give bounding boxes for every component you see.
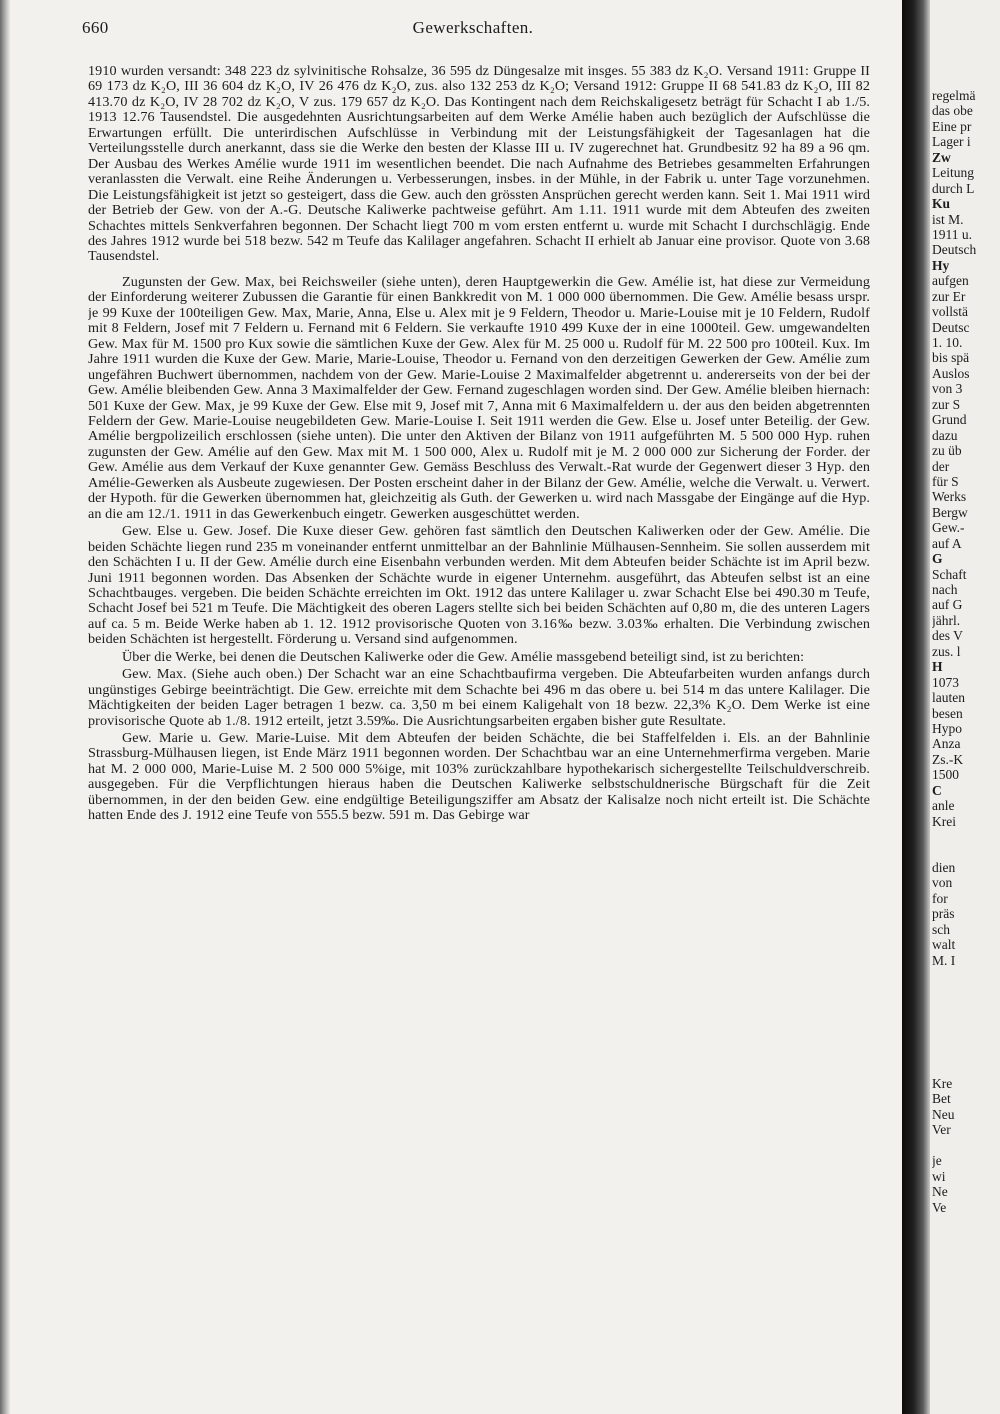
- adjacent-page-line: anle: [932, 798, 955, 814]
- adjacent-page-line: zu üb: [932, 443, 962, 459]
- adjacent-page-line: Grund: [932, 412, 967, 428]
- adjacent-page-line: [932, 1045, 1000, 1060]
- adjacent-page-line: Anza: [932, 736, 961, 752]
- adjacent-page-line: H: [932, 659, 943, 675]
- adjacent-page-line: [932, 968, 1000, 983]
- adjacent-page-line: auf G: [932, 597, 963, 613]
- adjacent-page-line: [932, 844, 1000, 859]
- adjacent-page-line: Hypo: [932, 720, 962, 736]
- paragraph-versand: 1910 wurden versandt: 348 223 dz sylvinitische Rohsalze, 36 595 dz Düngesalze mit insges. 55 383 dz K₂O. Versand 1911: Gruppe II 69 173 dz K₂O, III 36 604 dz K₂O, IV 26 476 dz K₂O, zus. also 132 253 dz K₂O; Versand 1912: Gruppe II 68 541.83 dz K₂O, III 82 413.70 dz K₂O, IV 28 702 dz K₂O, V zus. 179 657 dz K₂O. Das Kontingent nach dem Reichskaligesetz beträgt für Schacht I ab 1./5. 1913 12.76 Tausendstel. Die ausgedehnten Ausrichtungsarbeiten auf dem Werke Amélie haben auch bezüglich der Aufschlüsse die Erwartungen erfüllt. Die unterirdischen Aufschlüsse in Verbindung mit der Leistungsfähigkeit der Tagesanlagen hat die Verteilungsstelle durch anerkannt, dass sie die Werke den besten der Klasse III u. IV zugerechnet hat. Grundbesitz 92 ha 89 a 96 qm. Der Ausbau des Werkes Amélie wurde 1911 im wesentlichen beendet. Die nach Aufnahme des Betriebes gesammelten Erfahrungen veranlassten die Verwalt. eine Reihe Änderungen u. Verbesserungen, insbes. in der Mühle, in der Fabrik u. unter Tage vorzunehmen. Die Leistungsfähigkeit ist jetzt so gesteigert, dass die Gew. auch den grössten Ansprüchen gerecht werden kann. Seit 1. Mai 1911 wird der Betrieb der Gew. von der A.-G. Deutsche Kaliwerke pachtweise geführt. Am 1.11. 1911 wurde mit dem Abteufen des zweiten Schachtes mittels Senkverfahren begonnen. Der Schacht liegt 700 m vom ersten entfernt u. wurde mit Schacht I durchschlägig. Ende des Jahres 1912 wurde bei 518 bezw. 542 m Teufe das Kalilager angefahren. Schacht II erhielt ab Januar eine provisor. Quote von 3.68 Tausendstel.: [88, 64, 870, 265]
- adjacent-page-line: Schaft: [932, 566, 967, 582]
- adjacent-page-line: Neu: [932, 1106, 955, 1122]
- adjacent-page-fragment: [930, 0, 1000, 1414]
- adjacent-page-line: bis spä: [932, 350, 970, 366]
- left-page-edge: [0, 0, 10, 1414]
- adjacent-page-line: sch: [932, 921, 950, 937]
- adjacent-page-line: besen: [932, 705, 963, 721]
- adjacent-page-line: der: [932, 458, 950, 474]
- adjacent-page-line: 1073: [932, 674, 959, 690]
- adjacent-page-line: Zs.-K: [932, 751, 964, 767]
- adjacent-page-line: auf A: [932, 535, 962, 551]
- main-text-column: [88, 64, 870, 1394]
- adjacent-page-line: walt: [932, 937, 956, 953]
- adjacent-page-line: aufgen: [932, 273, 969, 289]
- adjacent-page-line: Eine pr: [932, 118, 972, 134]
- adjacent-page-line: Ne: [932, 1184, 948, 1200]
- adjacent-page-line: 1911 u.: [932, 226, 972, 242]
- adjacent-page-line: zur Er: [932, 288, 966, 304]
- adjacent-page-line: [932, 983, 1000, 998]
- adjacent-page-line: Lager i: [932, 134, 971, 150]
- page-number: 660: [82, 18, 109, 37]
- adjacent-page-line: Deutsch: [932, 242, 977, 258]
- adjacent-page-line: das obe: [932, 103, 973, 119]
- adjacent-page-line: wi: [932, 1168, 946, 1184]
- adjacent-page-line: nach: [932, 582, 958, 597]
- adjacent-page-line: von 3: [932, 381, 963, 397]
- paragraph-gew-max-zugunsten: Zugunsten der Gew. Max, bei Reichsweiler (siehe unten), deren Hauptgewerkin die Gew. Amélie ist, hat diese zur Vermeidung der Einforderung weiterer Zubussen die Garantie für einen Bankkredit von M. 1 000 000 übernommen. Die Gew. Amélie besass urspr. je 99 Kuxe der 100teiligen Gew. Max, Marie, Anna, Else u. Alex mit je 9 Feldern, Theodor u. Marie-Louise mit je 10 Feldern, Rudolf mit 8 Feldern, Josef mit 7 Feldern u. Fernand mit 6 Feldern. Sie verkaufte 1910 499 Kuxe der in eine 1000teil. Gew. umgewandelten Gew. Max für M. 1500 pro Kux sowie die sämtlichen Kuxe der Gew. Alex für M. 25 000 u. Rudolf für M. 22 500 pro 100teil. Kux. Im Jahre 1911 wurden die Kuxe der Gew. Marie, Marie-Louise, Theodor u. Fernand von den derzeitigen Gewerken der Gew. Amélie zum ungefähren Buchwert übernommen, nachdem von der Gew. Marie-Louise 2 Maximalfelder abgetrennt u. andererseits von der bei der Gew. Amélie bleibenden Gew. Anna 3 Maximalfelder der Gew. Fernand zugeschlagen worden sind. Der Gew. Amélie bleiben hiernach: 501 Kuxe der Gew. Max, je 99 Kuxe der Gew. Else mit 9, Josef mit 7, Anna mit 6 Maximalfeldern u. der aus den beiden abgetrennten Feldern der Gew. Marie-Louise neugebildeten Gew. Marie-Louise I. Seit 1911 werden die Gew. Else u. Josef unter Beteilig. der Gew. Amélie bergpolizeilich erschlossen (siehe unten). Die unter den Aktiven der Bilanz von 1911 aufgeführten M. 5 500 000 Hyp. ruhen zugunsten der Gew. Amélie auf den Gew. Max mit M. 1 500 000, Alex u. Rudolf mit je M. 2 000 000 zur Sicherung der Forder. der Gew. Amélie aus dem Verkauf der Kuxe genannter Gew. Gemäss Beschluss des Verwalt.-Rat wurde der Gegenwert dieser 3 Hyp. den Amélie-Gewerken als Ausbeute zugewiesen. Der Posten erscheint daher in der Bilanz der Gew. Amélie, welche die Verwalt. u. Verwert. der Hypoth. für die Gewerken übernommen hat, gleichzeitig als Guth. der Gewerken u. wird nach Massgabe der Eingänge auf die Hyp. an die am 12./1. 1911 in das Gewerkenbuch eingetr. Gewerken ausgeschüttet werden.: [88, 273, 870, 522]
- adjacent-page-line: Werks: [932, 489, 967, 505]
- adjacent-page-line: je: [932, 1153, 942, 1169]
- adjacent-page-line: 1. 10.: [932, 335, 963, 350]
- adjacent-page-line: Kre: [932, 1076, 953, 1091]
- adjacent-page-line: Krei: [932, 813, 956, 829]
- running-head: Gewerkschaften.: [412, 18, 534, 37]
- adjacent-page-line: Deutsc: [932, 319, 970, 335]
- paragraph-gew-else-josef: Gew. Else u. Gew. Josef. Die Kuxe dieser Gew. gehören fast sämtlich den Deutschen Kaliwerken oder der Gew. Amélie. Die beiden Schächte liegen rund 235 m voneinander entfernt unmittelbar an der Bahnlinie Mülhausen-Sennheim. Sie sollen ausserdem mit den Schächten I u. II der Gew. Amélie durch eine Eisenbahn verbunden werden. Mit dem Abteufen beider Schächte ist im April bezw. Juni 1911 begonnen worden. Das Absenken der Schächte wurde in eigener Unternehm. ausgeführt, das Abteufen selbst ist an eine Schachtbauges. vergeben. Die beiden Schächte erreichten im Okt. 1912 das untere Kalilager u. zwar Schacht Else bei 490.30 m Teufe, Schacht Josef bei 521 m Teufe. Die Mächtigkeit des oberen Lagers stellte sich bei beiden Schächten auf 0,80 m, die des unteren Lagers auf ca. 5 m. Beide Werke haben ab 1. 12. 1912 provisorische Quoten von 3.16‰ bezw. 3.03‰ erhalten. Die Verbindung zwischen beiden Schächten ist hergestellt. Förderung u. Versand sind aufgenommen.: [88, 523, 870, 648]
- adjacent-page-line: lauten: [932, 690, 965, 706]
- adjacent-page-line: for: [932, 890, 948, 906]
- adjacent-page-line: Hy: [932, 257, 950, 273]
- adjacent-page-line: ist M.: [932, 211, 964, 227]
- adjacent-page-line: Ve: [932, 1199, 947, 1215]
- adjacent-page-line: [932, 1014, 1000, 1029]
- adjacent-page-line: [932, 1138, 1000, 1153]
- page-header: [82, 18, 864, 40]
- adjacent-page-line: Bergw: [932, 504, 968, 520]
- adjacent-page-line: [932, 1030, 1000, 1045]
- adjacent-page-line: [932, 829, 1000, 844]
- adjacent-page-line: Ku: [932, 196, 951, 212]
- adjacent-page-line: 1500: [932, 767, 959, 783]
- adjacent-page-line: Auslos: [932, 365, 970, 381]
- adjacent-page-line: für S: [932, 473, 959, 489]
- adjacent-page-line: zur S: [932, 396, 961, 412]
- adjacent-page-line: C: [932, 782, 942, 798]
- adjacent-page-line: dazu: [932, 427, 958, 443]
- paragraph-ueber-die-werke: Über die Werke, bei denen die Deutschen Kaliwerke oder die Gew. Amélie massgebend beteiligt sind, ist zu berichten:: [121, 648, 805, 665]
- adjacent-page-line: Zw: [932, 149, 951, 165]
- adjacent-page-line: Leitung: [932, 165, 974, 181]
- adjacent-page-line: dien: [932, 859, 956, 875]
- paragraph-gew-max: Gew. Max. (Siehe auch oben.) Der Schacht war an eine Schachtbaufirma vergeben. Die Abteufarbeiten wurden anfangs durch ungünstiges Gebirge beeinträchtigt. Die Gew. erreichte mit dem Schachte bei 496 m das obere u. bei 514 m das untere Kalilager. Die Mächtigkeiten der beiden Lager betragen 1 bezw. ca. 3,50 m bei einem Kaligehalt von 18 bezw. 22,3% K₂O. Dem Werke ist eine provisorische Quote ab 1./8. 1912 erteilt, jetzt 3.59‰. Die Ausrichtungsarbeiten ergaben bisher gute Resultate.: [88, 666, 870, 729]
- adjacent-page-line: des V: [932, 628, 963, 644]
- adjacent-page-text: [932, 88, 1000, 1215]
- adjacent-page-line: Gew.-: [932, 520, 965, 536]
- adjacent-page-line: zus. l: [932, 643, 961, 659]
- paragraph-gew-marie: Gew. Marie u. Gew. Marie-Luise. Mit dem Abteufen der beiden Schächte, die bei Staffelfelden i. Els. an der Bahnlinie Strassburg-Mülhausen liegen, ist Ende März 1911 begonnen worden. Der Schachtbau war an eine Unternehmerfirma vergeben. Marie hat M. 2 000 000, Marie-Luise M. 2 500 000 5%ige, mit 103% zurückzahlbare hypothekarisch sichergestellte Teilschuldverschreib. ausgegeben. Für die Verpflichtungen hieraus haben die Deutschen Kaliwerke selbstschuldnerische Bürgschaft für die Zeit übernommen, in der den beiden Gew. eine endgültige Beteiligungsziffer am Absatz der Kalisalze noch nicht erteilt ist. Die Schächte hatten Ende des J. 1912 eine Teufe von 555.5 bezw. 591 m. Das Gebirge war: [88, 730, 870, 824]
- adjacent-page-line: [932, 999, 1000, 1014]
- adjacent-page-line: G: [932, 551, 943, 567]
- adjacent-page-line: M. I: [932, 952, 956, 968]
- adjacent-page-line: [932, 1061, 1000, 1076]
- adjacent-page-line: von: [932, 875, 953, 891]
- adjacent-page-line: durch L: [932, 180, 975, 196]
- adjacent-page-line: Bet: [932, 1091, 951, 1107]
- adjacent-page-line: vollstä: [932, 304, 968, 320]
- book-gutter: [902, 0, 930, 1414]
- adjacent-page-line: Ver: [932, 1122, 951, 1138]
- adjacent-page-line: präs: [932, 906, 955, 922]
- adjacent-page-line: jährl.: [932, 612, 961, 628]
- adjacent-page-line: regelmä: [932, 88, 976, 103]
